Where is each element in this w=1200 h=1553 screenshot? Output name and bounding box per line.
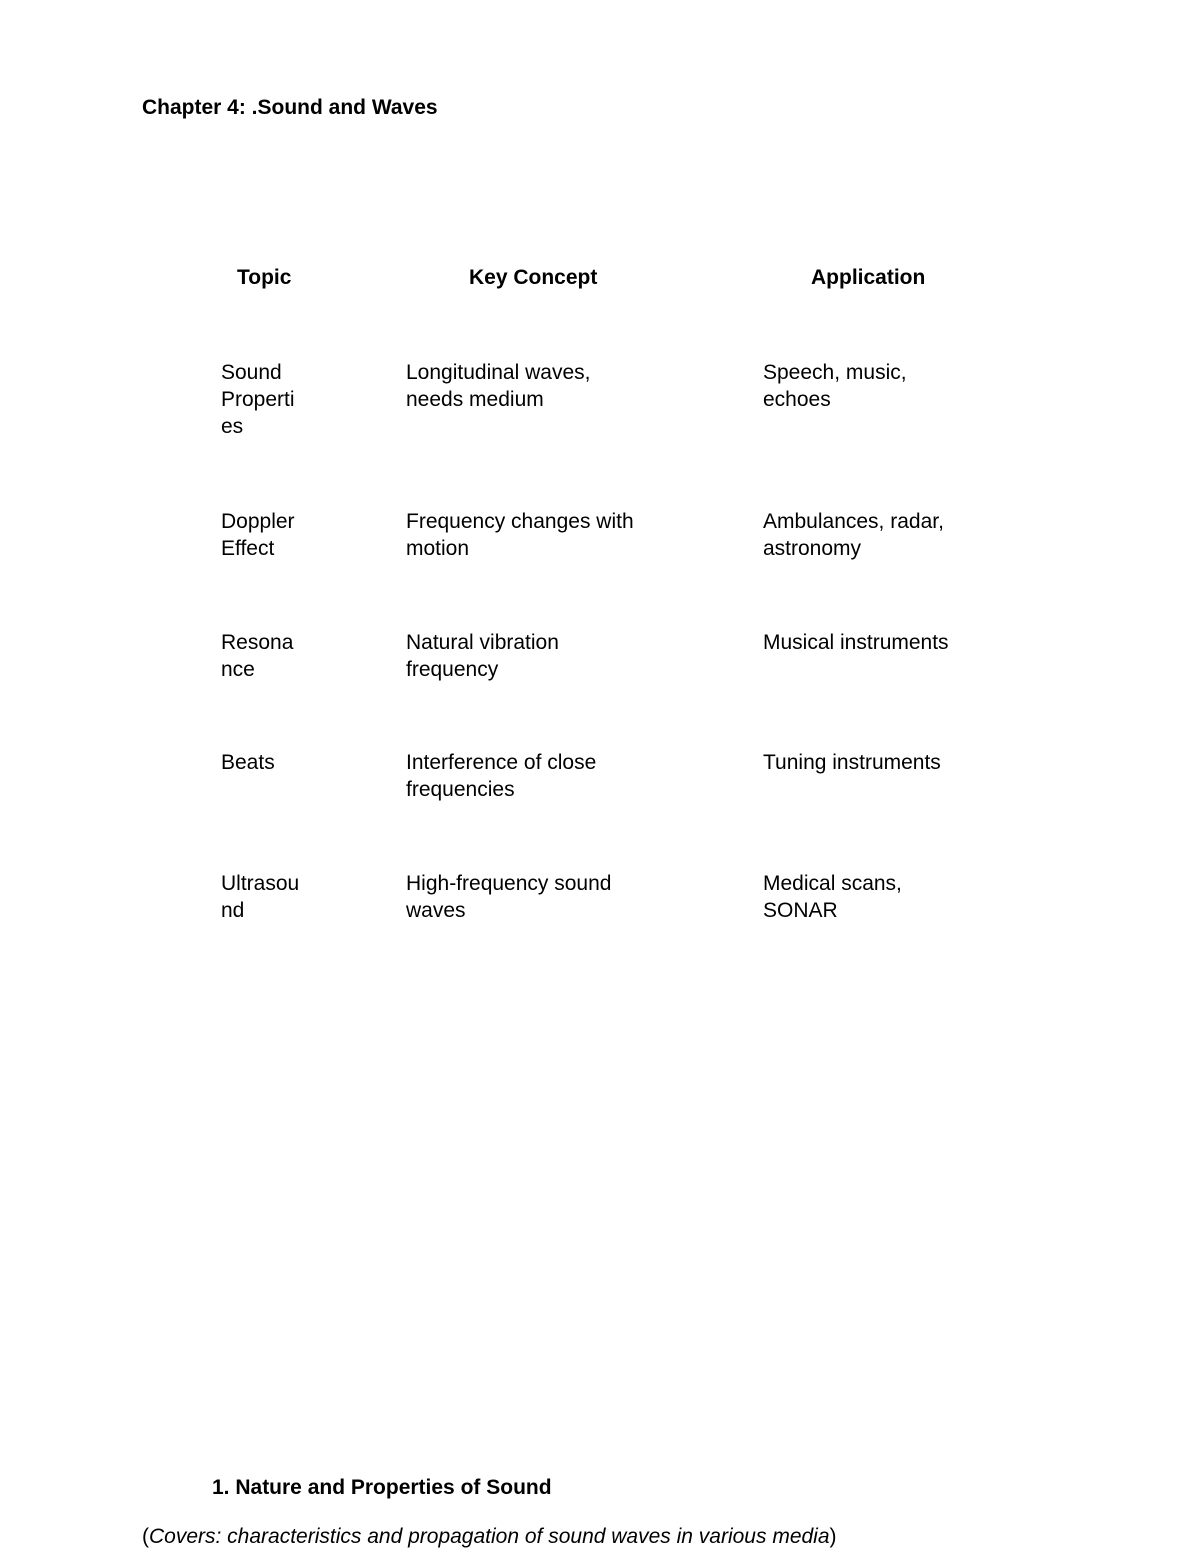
table-row-application: Speech, music, echoes	[763, 361, 907, 411]
table-row-application: Ambulances, radar, astronomy	[763, 510, 944, 560]
table-row-topic: Sound Properti es	[221, 361, 295, 438]
note-open-paren: (	[142, 1525, 149, 1548]
table-row-topic: Ultrasou nd	[221, 872, 300, 922]
table-header-application: Application	[811, 266, 926, 289]
table-row-concept: Natural vibration frequency	[406, 631, 559, 681]
section-heading: 1. Nature and Properties of Sound	[212, 1476, 552, 1499]
table-row-concept: Interference of close frequencies	[406, 751, 597, 801]
table-row-concept: Frequency changes with motion	[406, 510, 634, 560]
table-header-topic: Topic	[237, 266, 292, 289]
table-header-key-concept: Key Concept	[469, 266, 598, 289]
table-row-application: Tuning instruments	[763, 751, 941, 774]
section-note	[142, 1525, 837, 1549]
note-close-paren: )	[829, 1525, 837, 1548]
chapter-title: Chapter 4: .Sound and Waves	[142, 96, 438, 119]
table-row-application: Musical instruments	[763, 631, 949, 654]
table-row-concept: High-frequency sound waves	[406, 872, 612, 922]
table-row-application: Medical scans, SONAR	[763, 872, 902, 922]
table-row-topic: Resona nce	[221, 631, 294, 681]
table-row-topic: Beats	[221, 751, 275, 774]
table-row-concept: Longitudinal waves, needs medium	[406, 361, 591, 411]
note-body: Covers: characteristics and propagation of sound waves in various media	[149, 1525, 830, 1548]
table-row-topic: Doppler Effect	[221, 510, 295, 560]
